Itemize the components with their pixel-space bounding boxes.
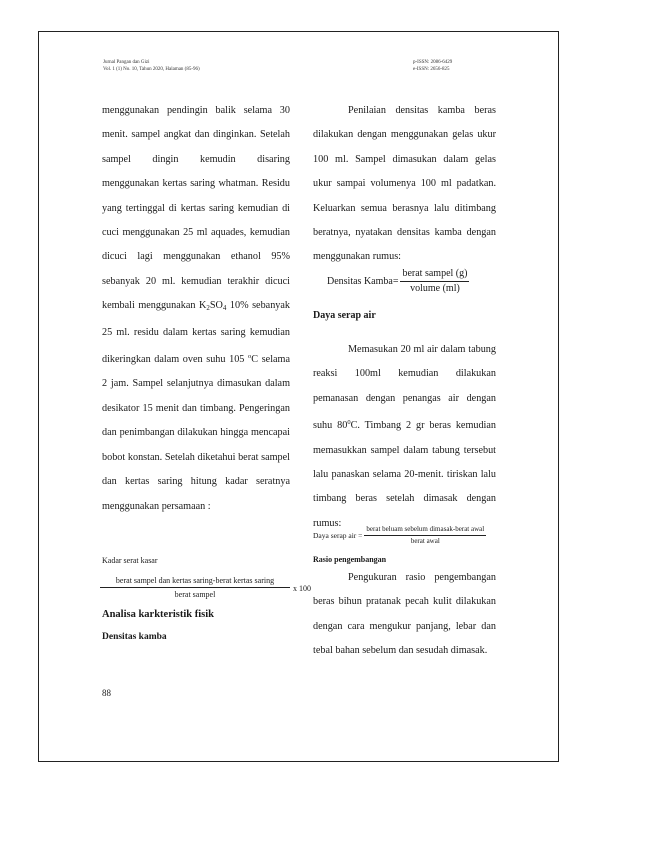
absorption-equation-lhs: Daya serap air = (313, 531, 363, 540)
fiber-formula-denominator: berat sampel (174, 590, 216, 599)
absorption-equation-denominator: berat awal (410, 537, 440, 545)
fiber-formula-multiplier: x 100 (293, 584, 311, 593)
journal-name: Jurnal Pangan dan Gizi (103, 60, 150, 65)
issn-header (413, 59, 452, 73)
absorption-equation-fraction (364, 525, 486, 546)
right-column-rasio (313, 566, 496, 664)
journal-volume: Vol. 1 (1) No. 10, Tahun 2020, Halaman (85-96) (103, 67, 200, 72)
journal-header (103, 59, 200, 73)
page-number: 88 (102, 688, 111, 698)
density-equation (327, 268, 469, 295)
density-equation-lhs: Densitas Kamba= (327, 276, 399, 287)
right-column-daya (313, 338, 496, 536)
fiber-formula-numerator: berat sampel dan kertas saring-berat kertas saring (100, 575, 290, 588)
body-paragraph-rasio: Pengukuran rasio pengembangan beras bihun pratanak pecah kulit dilakukan dengan cara mengukur panjang, lebar dan tebal bahan sebelum dan sesudah dimasak. (313, 572, 496, 657)
heading-densitas: Densitas kamba (102, 632, 167, 642)
absorption-equation-numerator: berat beluam sebelum dimasak-berat awal (364, 525, 486, 536)
issn-print: p-ISSN: 2086-6429 (413, 60, 453, 65)
heading-daya-serap: Daya serap air (313, 310, 376, 321)
right-column (313, 99, 496, 270)
heading-analisa: Analisa karkteristik fisik (102, 609, 215, 620)
formula-label: Kadar serat kasar (102, 556, 158, 565)
body-paragraph-method: menggunakan pendingin balik selama 30 menit. sampel angkat dan dinginkan. Setelah sampel dingin kemudin disaring menggunakan kertas saring whatman. Residu yang tertinggal di kertas saring kemudian di cuci menggunakan 25 ml aquades, kemudian dicuci lagi menggunakan ethanol 95% sebanyak 20 ml. kemudian terakhir dicuci kembali menggunakan $K_2SO_4$ 10% sebanyak 25 ml. residu dalam kertas saring kemudian dikeringkan dalam oven suhu 105 $^o$C selama 2 jam. Sampel selanjutnya dimasukan dalam desikator 15 menit dan timbang. Pengeringan dan penimbangan dilakukan hingga mencapai bobot konstan. Setelah diketahui berat sampel dan kertas saring hitung kadar seratnya menggunakan persamaan : (102, 105, 291, 512)
density-equation-fraction (400, 268, 469, 295)
body-paragraph-daya: Memasukan 20 ml air dalam tabung reaksi 100ml kemudian dilakukan pemanasan dengan penangas air dengan suhu $80^0C$. Timbang 2 gr beras kemudian memasukkan sampel dalam tabung tersebut lalu panaskan selama 20-menit. tiriskan lalu timbang beras setelah dimasak dengan rumus: (313, 344, 497, 529)
left-column (102, 99, 290, 519)
issn-online: e-ISSN: 2656-825 (413, 67, 450, 72)
density-equation-numerator: berat sampel (g) (400, 268, 469, 282)
fiber-formula-fraction (100, 575, 290, 600)
absorption-equation (313, 525, 486, 546)
heading-rasio: Rasio pengembangan (313, 555, 387, 564)
body-paragraph-densitas: Penilaian densitas kamba beras dilakukan dengan menggunakan gelas ukur 100 ml. Sampel dimasukan dalam gelas ukur sampai volumenya 100 ml padatkan. Keluarkan semua berasnya lalu ditimbang beratnya, nyatakan densitas kamba dengan menggunakan rumus: (313, 105, 496, 263)
density-equation-denominator: volume (ml) (410, 283, 460, 294)
